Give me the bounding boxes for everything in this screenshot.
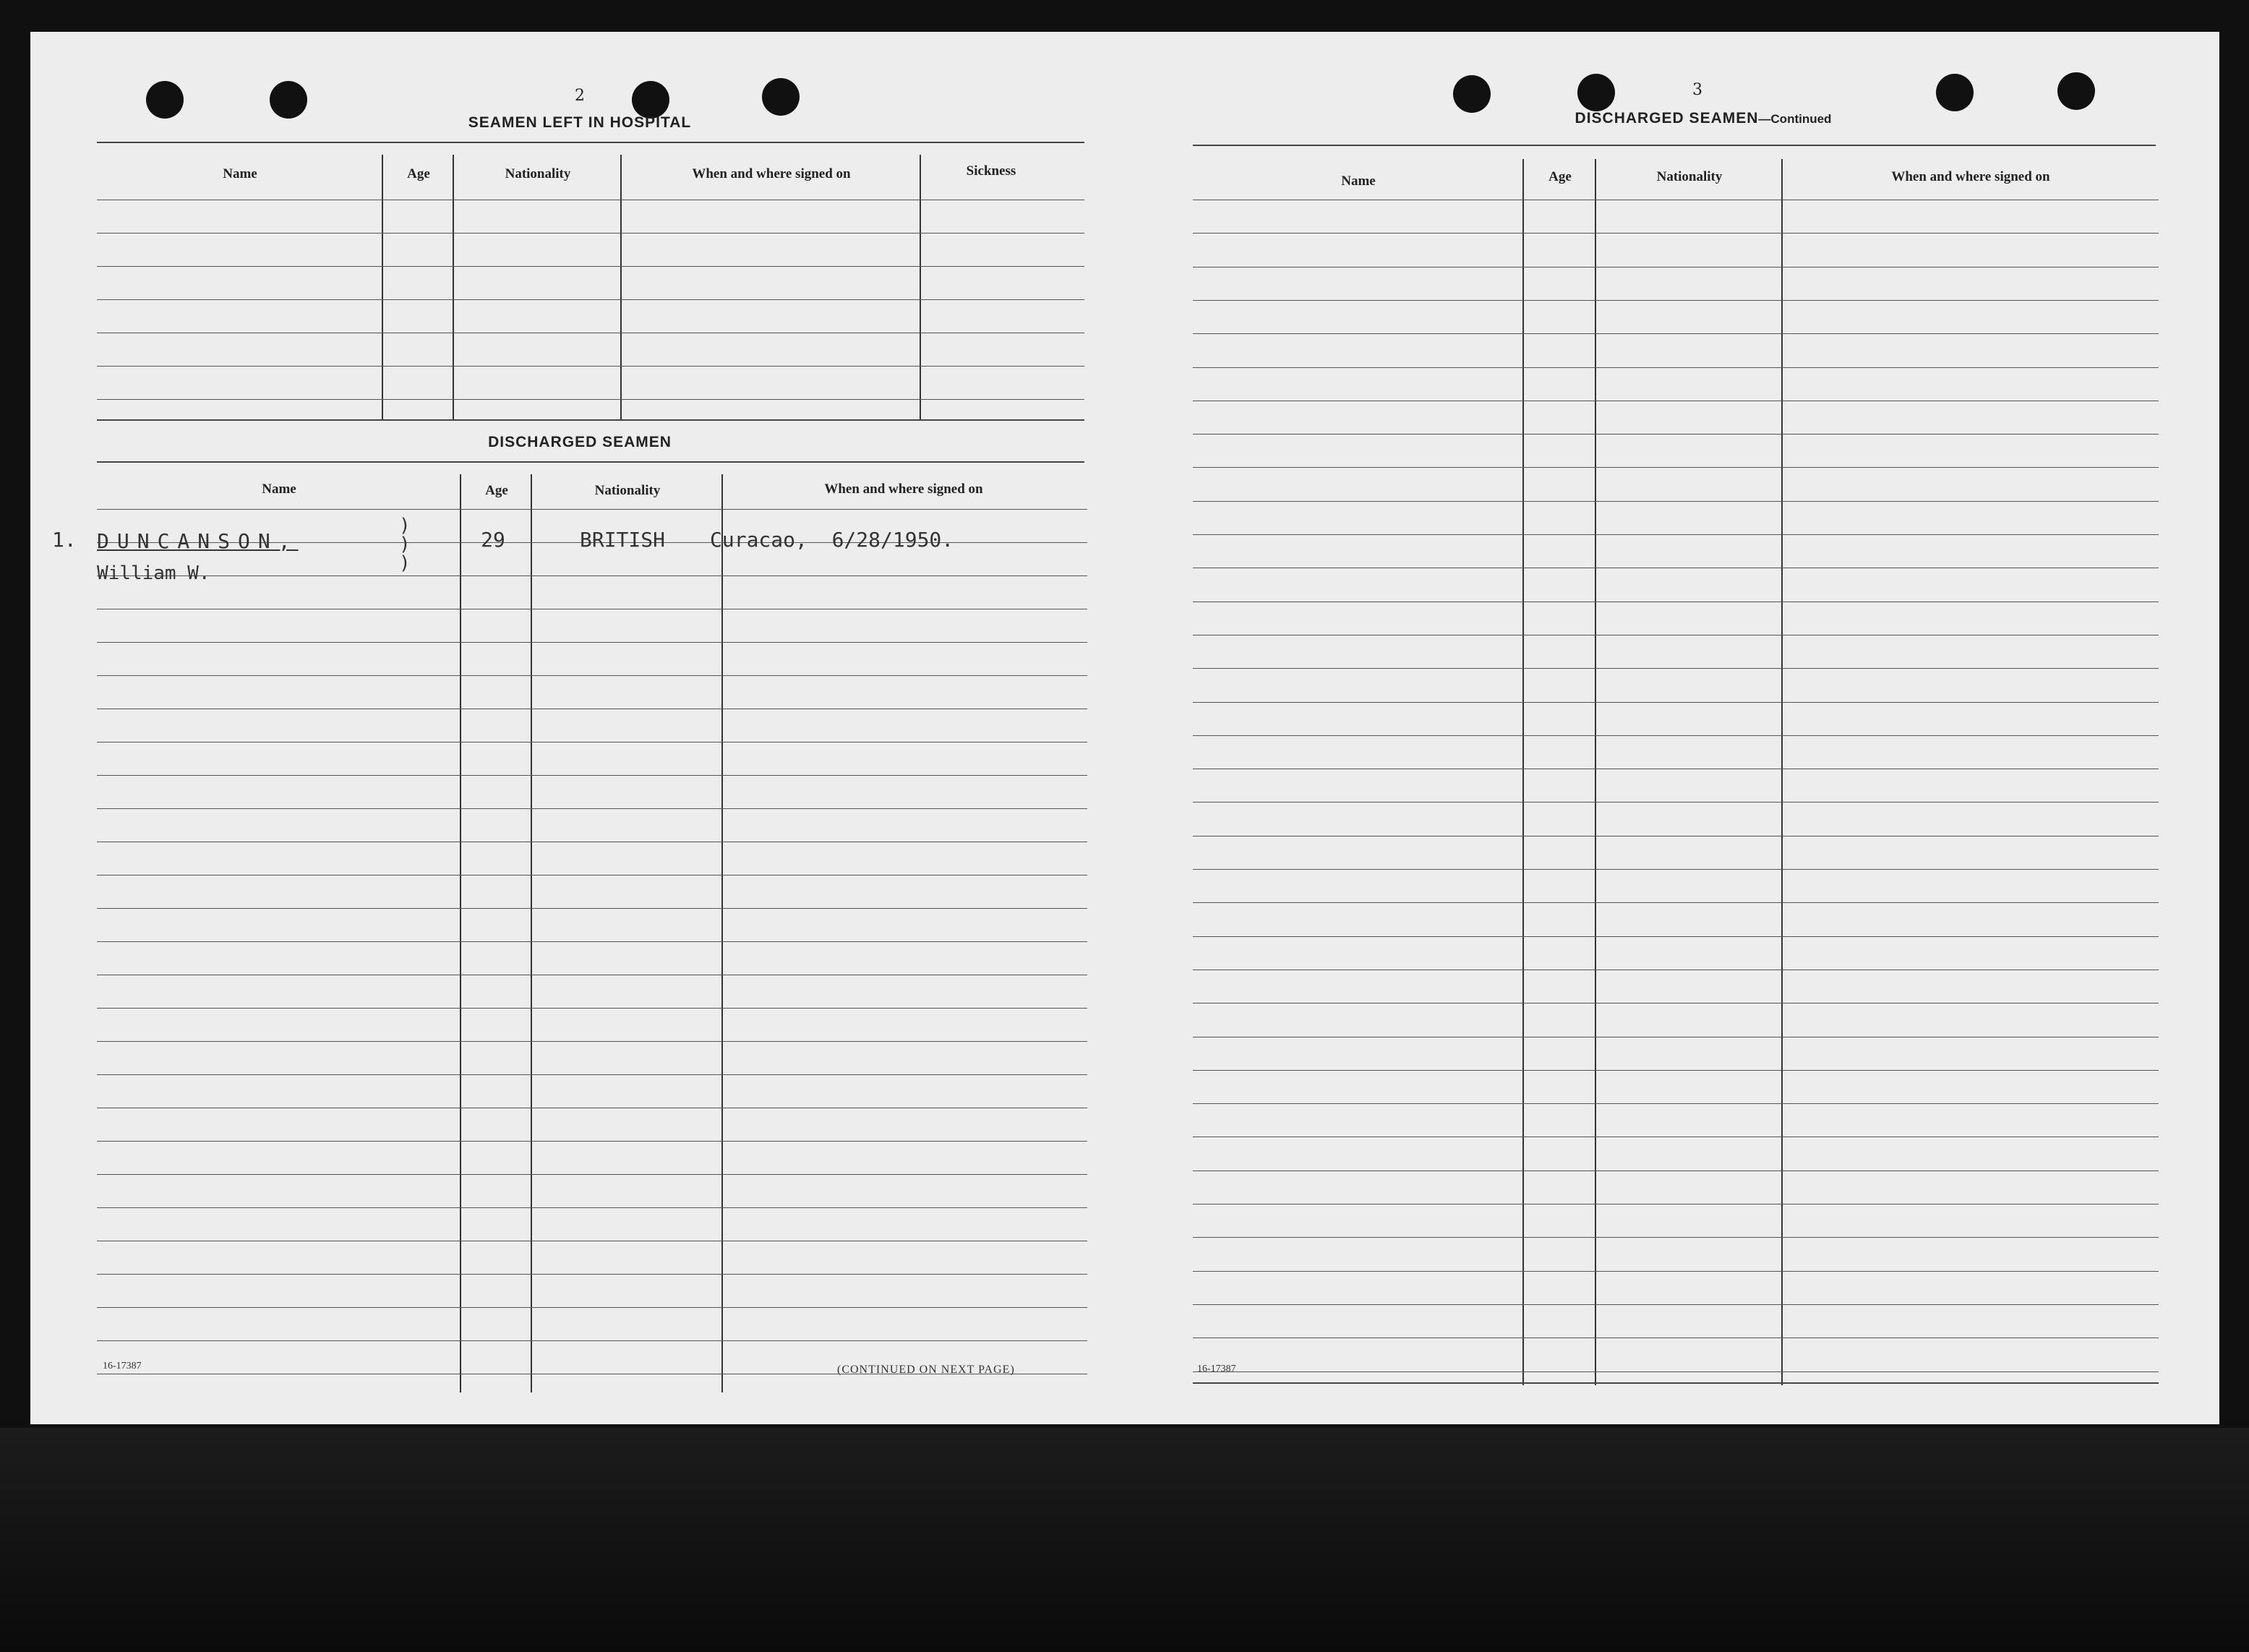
bracket-mark: ) ) ) xyxy=(399,515,411,574)
table-row xyxy=(1193,300,2159,301)
form-number: 16-17387 xyxy=(1197,1364,1236,1374)
document-sheet xyxy=(30,32,2219,1424)
entry-nationality: BRITISH xyxy=(579,528,665,552)
table-row xyxy=(97,1340,1087,1341)
table-row xyxy=(97,775,1087,776)
page-number: 3 xyxy=(1692,81,1702,99)
table-row xyxy=(97,575,1087,576)
right-page xyxy=(1125,32,2219,1424)
column-divider xyxy=(1522,159,1524,1385)
table-row xyxy=(1193,1304,2159,1305)
form-number: 16-17387 xyxy=(103,1361,142,1371)
table-row xyxy=(97,233,1084,234)
column-divider xyxy=(1781,159,1783,1385)
table-row xyxy=(1193,1271,2159,1272)
entry-signed-on: Curacao, 6/28/1950. xyxy=(710,528,954,552)
table-row xyxy=(97,366,1084,367)
col-header-age: Age xyxy=(485,483,508,498)
section-rule xyxy=(97,419,1084,421)
col-header-nationality: Nationality xyxy=(505,166,571,181)
col-header-age: Age xyxy=(407,166,430,181)
entry-surname: DUNCANSON, xyxy=(97,529,299,553)
table-row xyxy=(97,299,1084,300)
table-row xyxy=(1193,267,2159,268)
table-row xyxy=(97,675,1087,676)
column-divider xyxy=(382,155,383,419)
column-divider xyxy=(620,155,622,419)
table-row xyxy=(1193,367,2159,368)
table-row xyxy=(97,908,1087,909)
table-row xyxy=(1193,1237,2159,1238)
table-row xyxy=(97,808,1087,809)
hospital-section-title: SEAMEN LEFT IN HOSPITAL xyxy=(468,114,692,131)
col-header-nationality: Nationality xyxy=(594,483,661,498)
background-shadow xyxy=(0,1428,2249,1652)
entry-number: 1. xyxy=(52,528,77,552)
table-row xyxy=(1193,1170,2159,1171)
page-title: DISCHARGED SEAMEN—Continued xyxy=(1575,110,1832,127)
table-row xyxy=(97,1041,1087,1042)
column-divider xyxy=(1595,159,1596,1385)
table-row xyxy=(1193,802,2159,803)
page-number: 2 xyxy=(575,87,585,105)
table-row xyxy=(97,1008,1087,1009)
table-row xyxy=(1193,1371,2159,1372)
column-divider xyxy=(920,155,921,419)
table-row xyxy=(97,266,1084,267)
col-header-name: Name xyxy=(1341,174,1376,189)
col-header-signed-on: When and where signed on xyxy=(824,482,983,497)
col-header-age: Age xyxy=(1548,169,1572,184)
table-row xyxy=(1193,467,2159,468)
entry-age: 29 xyxy=(481,528,505,552)
col-header-nationality: Nationality xyxy=(1656,169,1723,184)
table-row xyxy=(97,1207,1087,1208)
table-row xyxy=(97,941,1087,942)
discharged-section-title: DISCHARGED SEAMEN xyxy=(488,434,672,450)
title-rule xyxy=(1193,145,2156,146)
table-row xyxy=(1193,501,2159,502)
col-header-name: Name xyxy=(262,482,296,497)
table-row xyxy=(97,509,1087,510)
table-row xyxy=(1193,869,2159,870)
table-row xyxy=(1193,333,2159,334)
table-row xyxy=(1193,1103,2159,1104)
column-divider xyxy=(453,155,454,419)
title-rule xyxy=(97,461,1084,463)
table-row xyxy=(1193,702,2159,703)
continued-note: (CONTINUED ON NEXT PAGE) xyxy=(837,1364,1015,1376)
col-header-signed-on: When and where signed on xyxy=(1891,169,2050,184)
bottom-rule xyxy=(1193,1382,2159,1384)
table-row xyxy=(97,1141,1087,1142)
col-header-sickness: Sickness xyxy=(966,163,1016,179)
table-row xyxy=(97,1274,1087,1275)
column-divider xyxy=(721,474,723,1392)
table-row xyxy=(97,1174,1087,1175)
table-row xyxy=(97,875,1087,876)
table-row xyxy=(97,642,1087,643)
table-row xyxy=(97,1307,1087,1308)
entry-given-names: William W. xyxy=(97,562,210,584)
table-row xyxy=(97,399,1084,400)
table-row xyxy=(1193,233,2159,234)
table-row xyxy=(1193,1070,2159,1071)
table-row xyxy=(1193,668,2159,669)
title-rule xyxy=(97,142,1084,143)
column-divider xyxy=(460,474,461,1392)
table-row xyxy=(1193,936,2159,937)
table-row xyxy=(1193,735,2159,736)
col-header-signed-on: When and where signed on xyxy=(692,166,851,181)
table-row xyxy=(1193,902,2159,903)
column-divider xyxy=(531,474,532,1392)
table-row xyxy=(1193,434,2159,435)
table-row xyxy=(97,1074,1087,1075)
left-page xyxy=(30,32,1125,1424)
table-row xyxy=(1193,534,2159,535)
col-header-name: Name xyxy=(223,166,257,181)
